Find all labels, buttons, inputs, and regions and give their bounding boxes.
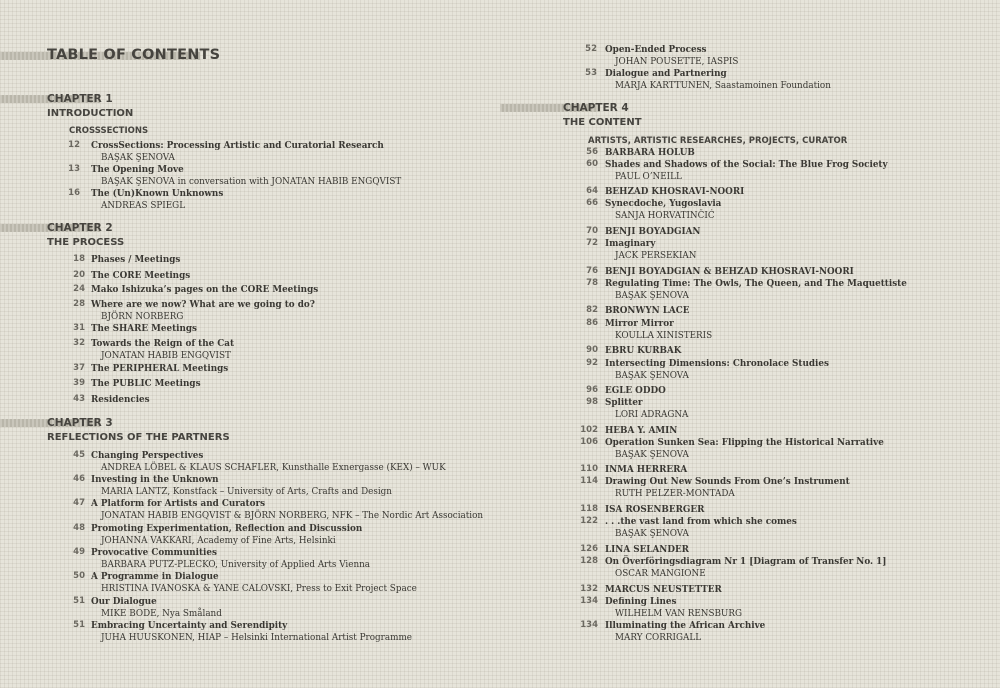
page-number: 32 [73, 338, 85, 348]
page-number: 37 [73, 363, 85, 373]
entry-title[interactable]: The PERIPHERAL Meetings [91, 364, 229, 374]
entry-title[interactable]: Illuminating the African Archive [605, 621, 766, 631]
entry-title[interactable]: Phases / Meetings [91, 255, 181, 265]
entry-title[interactable]: The PUBLIC Meetings [91, 379, 201, 389]
page-number: 110 [580, 464, 598, 474]
entry-title[interactable]: Open-Ended Process [605, 45, 707, 55]
page-number: 64 [586, 186, 598, 196]
entry-author: BAŞAK ŞENOVA [615, 529, 689, 539]
page-number: 52 [585, 44, 597, 54]
entry-title[interactable]: Where are we now? What are we going to do? [91, 300, 315, 310]
page-number: 126 [580, 544, 598, 554]
chapter3-name: REFLECTIONS OF THE PARTNERS [47, 432, 230, 443]
entry-author: SANJA HORVATINČIĆ [615, 211, 715, 221]
page-number: 106 [580, 437, 598, 447]
entry-title[interactable]: The CORE Meetings [91, 271, 191, 281]
entry-author: MARIA LANTZ, Konstfack – University of Arts, Crafts and Design [101, 487, 392, 497]
entry-title[interactable]: On Överföringsdiagram Nr 1 [Diagram of Transfer No. 1] [605, 557, 887, 567]
page-number: 49 [73, 547, 85, 557]
entry-author: BARBARA PUTZ-PLECKO, University of Applied Arts Vienna [101, 560, 371, 570]
page-number: 20 [73, 270, 85, 280]
entry-author: JONATAN HABIB ENGQVIST & BJÖRN NORBERG, NFK – The Nordic Art Association [101, 511, 484, 521]
entry-title[interactable]: BENJI BOYADGIAN & BEHZAD KHOSRAVI-NOORI [605, 267, 854, 277]
chapter1-name: INTRODUCTION [47, 108, 134, 119]
page-number: 13 [68, 164, 80, 174]
entry-author: HRISTINA IVANOSKA & YANE CALOVSKI, Press to Exit Project Space [101, 584, 417, 594]
entry-author: JOHAN POUSETTE, IASPIS [615, 57, 739, 67]
entry-author: BAŞAK ŞENOVA [615, 291, 689, 301]
entry-title[interactable]: LINA SELANDER [605, 545, 689, 555]
page-number: 82 [586, 305, 598, 315]
chapter4-name: THE CONTENT [563, 117, 642, 128]
page-number: 46 [73, 474, 85, 484]
page-number: 45 [73, 450, 85, 460]
entry-author: MARJA KARTTUNEN, Saastamoinen Foundation [615, 81, 831, 91]
entry-title[interactable]: The SHARE Meetings [91, 324, 198, 334]
entry-author: BAŞAK ŞENOVA [615, 371, 689, 381]
entry-title[interactable]: Operation Sunken Sea: Flipping the Historical Narrative [605, 438, 884, 448]
page-number: 134 [580, 596, 598, 606]
page-number: 28 [73, 299, 85, 309]
entry-author: BAŞAK ŞENOVA [615, 450, 689, 460]
page-number: 92 [586, 358, 598, 368]
page-number: 90 [586, 345, 598, 355]
page-number: 66 [586, 198, 598, 208]
entry-title[interactable]: A Platform for Artists and Curators [91, 499, 266, 509]
entry-title[interactable]: The Opening Move [91, 165, 184, 175]
page-number: 76 [586, 266, 598, 276]
page-number: 96 [586, 385, 598, 395]
page-number: 48 [73, 523, 85, 533]
entry-author: RUTH PELZER-MONTADA [615, 489, 735, 499]
entry-title[interactable]: The (Un)Known Unknowns [91, 189, 224, 199]
entry-author: JOHANNA VAKKARI, Academy of Fine Arts, Helsinki [101, 536, 336, 546]
page-number: 98 [586, 397, 598, 407]
entry-title[interactable]: EGLE ODDO [605, 386, 666, 396]
entry-title[interactable]: BENJI BOYADGIAN [605, 227, 701, 237]
chapter3-label: CHAPTER 3 [47, 417, 113, 429]
entry-title[interactable]: . . .the vast land from which she comes [605, 517, 797, 527]
page-title: TABLE OF CONTENTS [47, 47, 221, 63]
page-number: 128 [580, 556, 598, 566]
entry-title[interactable]: Embracing Uncertainty and Serendipity [91, 621, 288, 631]
page-number: 24 [73, 284, 85, 294]
entry-title[interactable]: Drawing Out New Sounds From One’s Instrument [605, 477, 850, 487]
entry-title[interactable]: Shades and Shadows of the Social: The Blue Frog Society [605, 160, 888, 170]
page-number: 72 [586, 238, 598, 248]
entry-title[interactable]: INMA HERRERA [605, 465, 688, 475]
entry-author: KOULLA XINISTERIS [615, 331, 713, 341]
chapter4-label: CHAPTER 4 [563, 102, 629, 114]
entry-title[interactable]: Imaginary [605, 239, 656, 249]
entry-title[interactable]: Dialogue and Partnering [605, 69, 727, 79]
page-number: 51 [73, 620, 85, 630]
entry-author: ANDREA LÖBEL & KLAUS SCHAFLER, Kunsthalle Exnergasse (KEX) – WUK [101, 463, 446, 473]
page-number: 122 [580, 516, 598, 526]
entry-title[interactable]: MARCUS NEUSTETTER [605, 585, 722, 595]
entry-title[interactable]: CrossSections: Processing Artistic and Curatorial Research [91, 141, 384, 151]
entry-author: BAŞAK ŞENOVA in conversation with JONATAN HABIB ENGQVIST [101, 177, 402, 187]
entry-title[interactable]: EBRU KURBAK [605, 346, 682, 356]
page-number: 53 [585, 68, 597, 78]
entry-title[interactable]: Promoting Experimentation, Reflection and Discussion [91, 524, 363, 534]
entry-author: LORI ADRAGNA [615, 410, 689, 420]
page-number: 56 [586, 147, 598, 157]
page-number: 51 [73, 596, 85, 606]
page-number: 39 [73, 378, 85, 388]
entry-title[interactable]: Synecdoche, Yugoslavia [605, 199, 722, 209]
entry-title[interactable]: Our Dialogue [91, 597, 157, 607]
page-number: 118 [580, 504, 598, 514]
page-number: 78 [586, 278, 598, 288]
entry-author: BAŞAK ŞENOVA [101, 153, 175, 163]
page-number: 12 [68, 140, 80, 150]
page-number: 16 [68, 188, 80, 198]
page-number: 60 [586, 159, 598, 169]
entry-title[interactable]: BARBARA HOLUB [605, 148, 695, 158]
entry-author: OSCAR MANGIONE [615, 569, 706, 579]
entry-author: JONATAN HABIB ENGQVIST [101, 351, 231, 361]
page-number: 102 [580, 425, 598, 435]
entry-title[interactable]: BEHZAD KHOSRAVI-NOORI [605, 187, 745, 197]
entry-title[interactable]: Towards the Reign of the Cat [91, 339, 235, 349]
entry-title[interactable]: Defining Lines [605, 597, 677, 607]
entry-title[interactable]: Mirror Mirror [605, 319, 674, 329]
page-number: 70 [586, 226, 598, 236]
entry-title[interactable]: Investing in the Unknown [91, 475, 219, 485]
chapter1-label: CHAPTER 1 [47, 93, 113, 105]
page-number: 114 [580, 476, 598, 486]
entry-author: JACK PERSEKIAN [615, 251, 697, 261]
chapter2-name: THE PROCESS [47, 237, 125, 248]
entry-title[interactable]: Residencies [91, 395, 150, 405]
page-number: 134 [580, 620, 598, 630]
entry-title[interactable]: Splitter [605, 398, 643, 408]
entry-title[interactable]: Provocative Communities [91, 548, 217, 558]
page-number: 86 [586, 318, 598, 328]
entry-author: PAUL O’NEILL [615, 172, 682, 182]
entry-title[interactable]: Regulating Time: The Owls, The Queen, and The Maquettiste [605, 279, 907, 289]
entry-author: MIKE BODE, Nya Småland [101, 609, 222, 619]
entry-title[interactable]: Mako Ishizuka’s pages on the CORE Meetings [91, 285, 319, 295]
page-number: 18 [73, 254, 85, 264]
chapter1-section-heading: CROSSSECTIONS [69, 126, 149, 136]
entry-author: JUHA HUUSKONEN, HIAP – Helsinki International Artist Programme [101, 633, 413, 643]
entry-author: ANDREAS SPIEGL [101, 201, 186, 211]
page-number: 132 [580, 584, 598, 594]
entry-title[interactable]: ISA ROSENBERGER [605, 505, 705, 515]
entry-title[interactable]: HEBA Y. AMIN [605, 426, 678, 436]
entry-title[interactable]: BRONWYN LACE [605, 306, 690, 316]
entry-author: WILHELM VAN RENSBURG [615, 609, 742, 619]
entry-author: MARY CORRIGALL [615, 633, 702, 643]
chapter4-section-heading: ARTISTS, ARTISTIC RESEARCHES, PROJECTS, CURATOR [588, 136, 848, 146]
entry-title[interactable]: Changing Perspectives [91, 451, 204, 461]
page-number: 50 [73, 571, 85, 581]
page-number: 43 [73, 394, 85, 404]
entry-author: BJÖRN NORBERG [101, 312, 184, 322]
page-number: 31 [73, 323, 85, 333]
entry-title[interactable]: A Programme in Dialogue [91, 572, 219, 582]
page-number: 47 [73, 498, 85, 508]
chapter2-label: CHAPTER 2 [47, 222, 113, 234]
entry-title[interactable]: Intersecting Dimensions: Chronolace Studies [605, 359, 829, 369]
